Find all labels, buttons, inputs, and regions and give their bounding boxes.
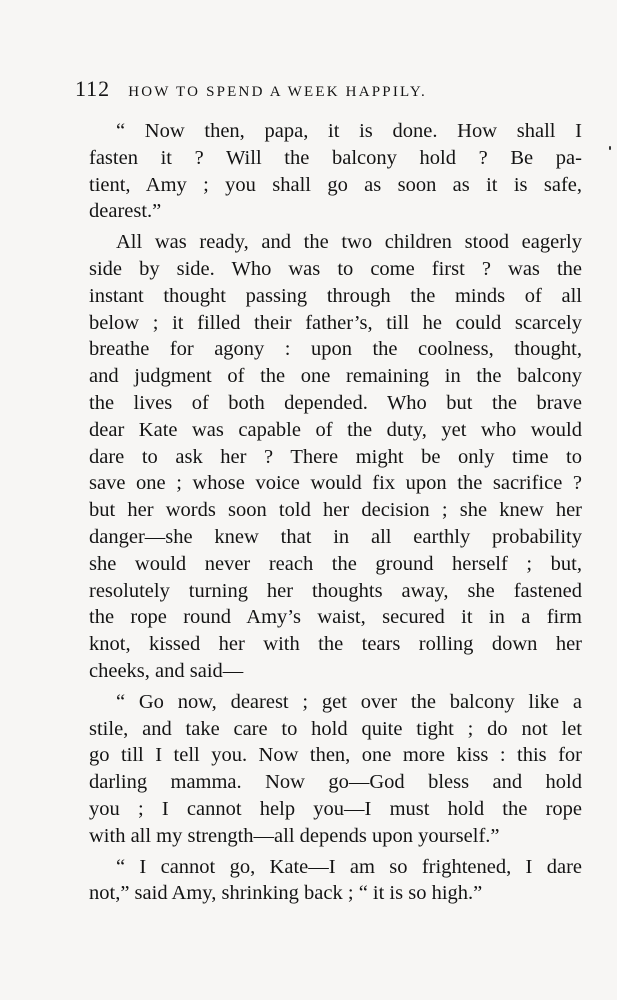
text-line: instant thought passing through the minds of all	[89, 284, 582, 307]
text-line: and judgment of the one remaining in the balcony	[89, 365, 582, 388]
text-line: with all my strength—all depends upon yourself.”	[89, 824, 500, 847]
text-line: go till I tell you. Now then, one more kiss : this for	[89, 744, 582, 767]
text-line: but her words soon told her decision ; she knew her	[89, 499, 582, 522]
text-line: darling mamma. Now go—God bless and hold	[89, 771, 582, 794]
paragraph	[89, 854, 582, 908]
ink-speck	[609, 146, 611, 150]
text-line: the rope round Amy’s waist, secured it in a firm	[89, 606, 582, 629]
text-line: side by side. Who was to come first ? was the	[89, 257, 582, 280]
body-text	[89, 118, 582, 907]
text-line: “ Go now, dearest ; get over the balcony like a	[116, 690, 582, 713]
text-line: knot, kissed her with the tears rolling down her	[89, 633, 582, 656]
text-line: stile, and take care to hold quite tight ; do not let	[89, 717, 582, 740]
running-title: HOW TO SPEND A WEEK HAPPILY.	[128, 84, 427, 100]
text-line: dare to ask her ? There might be only time to	[89, 445, 582, 468]
text-line: save one ; whose voice would fix upon the sacrifice ?	[89, 472, 582, 495]
paragraph	[89, 118, 582, 225]
text-line: danger—she knew that in all earthly probability	[89, 525, 582, 548]
text-line: breathe for agony : upon the coolness, thought,	[89, 338, 582, 361]
text-line: “ Now then, papa, it is done. How shall I	[116, 120, 582, 142]
text-line: the lives of both depended. Who but the brave	[89, 391, 582, 414]
text-line: All was ready, and the two children stood eagerly	[116, 231, 582, 254]
text-line: cheeks, and said—	[89, 659, 244, 682]
text-line: fasten it ? Will the balcony hold ? Be pa-	[89, 146, 582, 169]
text-line: tient, Amy ; you shall go as soon as it is safe,	[89, 173, 582, 196]
text-line: not,” said Amy, shrinking back ; “ it is so high.”	[89, 882, 483, 905]
page-header	[75, 76, 525, 102]
text-line: “ I cannot go, Kate—I am so frightened, I dare	[116, 855, 582, 878]
text-line: resolutely turning her thoughts away, she fastened	[89, 579, 582, 602]
paragraph	[89, 689, 582, 850]
paragraph	[89, 229, 582, 685]
page-number: 112	[75, 76, 111, 101]
text-line: dearest.”	[89, 200, 162, 223]
text-line: she would never reach the ground herself ; but,	[89, 552, 582, 575]
text-line: below ; it filled their father’s, till he could scarcely	[89, 311, 582, 334]
text-line: dear Kate was capable of the duty, yet who would	[89, 418, 582, 441]
text-line: you ; I cannot help you—I must hold the rope	[89, 797, 582, 820]
